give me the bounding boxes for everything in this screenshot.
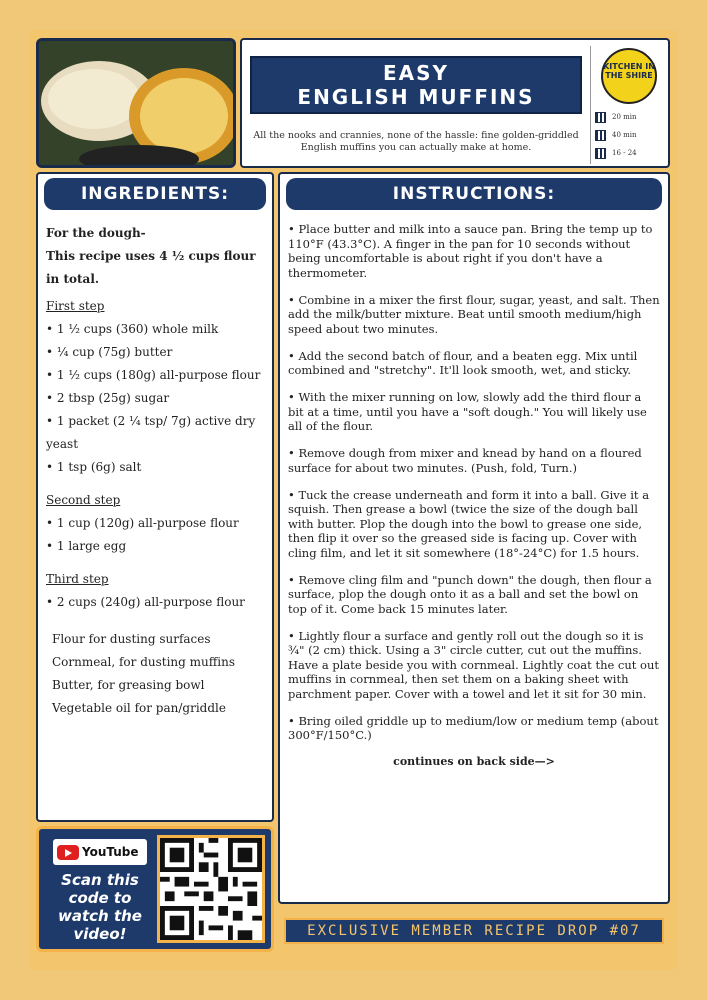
flour-total-note: This recipe uses 4 ½ cups flour in total. xyxy=(46,249,256,286)
ingredients-heading: INGREDIENTS: xyxy=(44,178,266,210)
title-panel xyxy=(240,38,670,168)
list-item: • 1 ½ cups (180g) all-purpose flour xyxy=(46,368,261,382)
servings xyxy=(595,146,637,160)
servings-icon xyxy=(595,148,606,159)
list-item: • ¼ cup (75g) butter xyxy=(46,345,173,359)
list-item: • 1 ½ cups (360) whole milk xyxy=(46,322,219,336)
servings-value: 16 - 24 xyxy=(612,149,637,157)
muffin-image xyxy=(39,41,236,168)
instruction-step: • Remove cling film and "punch down" the dough, then flour a surface, plop the dough onto it as a ball and set the bowl on top of it. Come back 15 minutes later. xyxy=(288,572,652,616)
muffin-photo xyxy=(36,38,236,168)
list-item: • 1 cup (120g) all-purpose flour xyxy=(46,516,239,530)
youtube-play-icon xyxy=(57,845,79,860)
list-item: • 1 packet (2 ¼ tsp/ 7g) active dry yeast xyxy=(46,414,256,451)
clock-icon xyxy=(595,112,606,123)
instruction-step: • Remove dough from mixer and knead by hand on a floured surface for about two minutes. (Push, fold, Turn.) xyxy=(288,446,642,475)
dough-label: For the dough- xyxy=(46,226,146,240)
recipe-title xyxy=(250,56,582,114)
kitchen-logo: KITCHEN IN THE SHIRE xyxy=(601,48,657,104)
ingredients-list xyxy=(46,222,266,720)
instruction-step: • Lightly flour a surface and gently roll out the dough so it is ¾" (2 cm) thick. Using a 3" circle cutter, cut out the muffins. Have a plate beside you with cornmeal. Lightly coat the cut out muffins in cornmeal, then set them on a baking sheet with parchment paper. Cover with a towel and let it sit for 30 min. xyxy=(288,628,660,701)
instruction-step: • Tuck the crease underneath and form it into a ball. Give it a squish. Then grease a bowl (twice the size of the dough ball with butter. Plop the dough into the bowl to grease one side, then flip it over so the greased side is facing up. Cover with cling film, and let it sit somewhere (18°-24°C) for 1.5 hours. xyxy=(288,487,650,560)
list-item: • 2 cups (240g) all-purpose flour xyxy=(46,595,245,609)
instruction-step: • Bring oiled griddle up to medium/low or medium temp (about 300°F/150°C.) xyxy=(288,713,659,742)
cook-time xyxy=(595,128,637,142)
third-step-label: Third step xyxy=(46,572,109,586)
title-line-2: ENGLISH MUFFINS xyxy=(297,85,535,109)
member-drop-banner: EXCLUSIVE MEMBER RECIPE DROP #07 xyxy=(284,918,664,944)
qr-code-icon xyxy=(160,838,262,940)
instructions-heading: INSTRUCTIONS: xyxy=(286,178,662,210)
cook-time-value: 40 min xyxy=(612,131,637,139)
youtube-label: YouTube xyxy=(82,845,139,859)
title-line-1: EASY xyxy=(382,61,450,85)
list-item: • 1 large egg xyxy=(46,539,127,553)
first-step-label: First step xyxy=(46,299,105,313)
prep-time xyxy=(595,110,637,124)
video-panel xyxy=(36,826,274,952)
qr-code[interactable] xyxy=(157,835,265,943)
instructions-list xyxy=(288,222,660,770)
instructions-panel xyxy=(278,172,670,904)
pot-icon xyxy=(595,130,606,141)
youtube-badge[interactable] xyxy=(53,839,147,865)
list-item: • 2 tbsp (25g) sugar xyxy=(46,391,170,405)
second-step-label: Second step xyxy=(46,493,121,507)
continues-note: continues on back side—> xyxy=(393,755,555,768)
instruction-step: • Combine in a mixer the first flour, sugar, yeast, and salt. Then add the milk/butter mixture. Beat until smooth medium/high speed about two minutes. xyxy=(288,292,660,336)
scan-prompt: Scan this code to watch the video! xyxy=(58,871,142,943)
recipe-subtitle: All the nooks and crannies, none of the hassle: fine golden-griddled English muffins you can actually make at home. xyxy=(253,130,579,153)
logo-column xyxy=(590,46,666,164)
instruction-step: • Place butter and milk into a sauce pan. Bring the temp up to 110°F (43.3°C). A finger in the pan for 10 seconds without being uncomfortable is about right if you don't have a thermometer. xyxy=(288,222,653,280)
instruction-step: • Add the second batch of flour, and a beaten egg. Mix until combined and "stretchy". It'll look smooth, wet, and sticky. xyxy=(288,348,638,377)
list-item: Butter, for greasing bowl xyxy=(52,678,205,692)
list-item: • 1 tsp (6g) salt xyxy=(46,460,142,474)
list-item: Flour for dusting surfaces xyxy=(52,632,211,646)
list-item: Vegetable oil for pan/griddle xyxy=(52,701,226,715)
instruction-step: • With the mixer running on low, slowly add the third flour a bit at a time, until you have a "soft dough." You will likely use all of the flour. xyxy=(288,390,647,433)
list-item: Cornmeal, for dusting muffins xyxy=(52,655,235,669)
prep-time-value: 20 min xyxy=(612,113,637,121)
extras-list xyxy=(46,628,266,720)
ingredients-panel xyxy=(36,172,274,822)
